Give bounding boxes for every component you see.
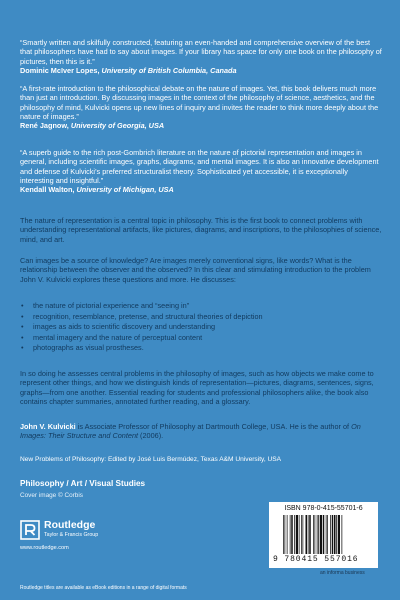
quote-attribution <box>20 121 164 130</box>
description-paragraph-3: In so doing he assesses central problems in the philosophy of images, such as how objects we make come to represent other things, and how we distinguish kinds of representation—pictures, diagrams, sentences, signs, graphs—from one another. Essential reading for students and professional philosophers alike, the book also contains chapter summaries, annotated further reading, and a glossary. <box>20 369 374 406</box>
topic-item: • mental imagery and the nature of perceptual content <box>20 333 382 344</box>
series-line: New Problems of Philosophy: Edited by José Luis Bermúdez, Texas A&M University, USA <box>20 456 282 463</box>
author-bio-text: is Associate Professor of Philosophy at Dartmouth College, USA. He is the author of <box>75 422 352 431</box>
review-quote-2 <box>20 84 382 130</box>
topic-item: • recognition, resemblance, pretense, and structural theories of depiction <box>20 312 382 323</box>
quote-text: “A superb guide to the rich post-Gombrich literature on the nature of pictorial representation and images in general, including scientific images, graphs, diagrams, and mental images. It is also an innovative development and defense of Kulvicki’s preferred structuralist theory. Sophisticated yet accessible, it is exceptionally interesting and insightful.” <box>20 148 379 185</box>
quote-author: Kendall Walton, <box>20 185 75 195</box>
publisher-group: Taylor & Francis Group <box>44 532 99 538</box>
ebook-note: Routledge titles are available as eBook editions in a range of digital formats <box>20 585 187 591</box>
barcode-panel <box>269 502 378 568</box>
publisher-url: www.routledge.com <box>20 545 69 551</box>
description-paragraph-1: The nature of representation is a central topic in philosophy. This is the first book to connect problems with understanding representational artifacts, like pictures, diagrams, and inscriptions, to the philosophies of science, mind, and art. <box>20 216 382 244</box>
routledge-logo-icon <box>20 520 40 540</box>
publisher-name: Routledge <box>44 519 96 531</box>
review-quote-3 <box>20 148 382 194</box>
informa-business-label: an informa business <box>320 570 365 576</box>
barcode-icon <box>282 515 372 554</box>
description-paragraph-2: Can images be a source of knowledge? Are images merely conventional signs, like words? What is the relationship between the observer and the observed? In this clear and stimulating introduction to the problem John V. Kulvicki explores these questions and more. He discusses: <box>20 256 371 284</box>
quote-affiliation: University of Georgia, USA <box>70 121 165 131</box>
subject-categories: Philosophy / Art / Visual Studies <box>20 479 146 488</box>
isbn-label: ISBN 978-0-415-55701-6 <box>284 505 363 512</box>
author-bio <box>20 422 382 441</box>
quote-attribution <box>20 185 174 194</box>
topic-item: • the nature of pictorial experience and “seeing in” <box>20 301 382 312</box>
quote-author: René Jagnow, <box>20 121 69 131</box>
topics-list <box>20 301 382 354</box>
topic-item: • photographs as visual prostheses. <box>20 343 382 354</box>
cover-image-credit: Cover image © Corbis <box>20 492 83 499</box>
quote-author: Dominic McIver Lopes, <box>20 65 100 75</box>
quote-text: “Smartly written and skilfully constructed, featuring an even-handed and comprehensive overview of the best that philosophers have had to say about images. If your library has space for only one book on the philosophy of pictures, then this is it.” <box>20 38 382 66</box>
author-name: John V. Kulvicki <box>20 422 76 431</box>
topic-item: • images as aids to scientific discovery and understanding <box>20 322 382 333</box>
author-book-title: On Images: Their Structure and Content <box>20 422 361 441</box>
ean-number: 9 780415 557016 <box>273 555 359 564</box>
author-bio-text-end: (2006). <box>138 431 164 441</box>
quote-affiliation: University of British Columbia, Canada <box>101 65 237 75</box>
quote-affiliation: University of Michigan, USA <box>76 185 174 195</box>
quote-attribution <box>20 66 237 75</box>
review-quote-1 <box>20 38 382 75</box>
quote-text: “A first-rate introduction to the philosophical debate on the nature of images. Yet, this book delivers much more than just an introduction. By discussing images in the context of the philosophy of science, aesthetics, and the philosophy of mind, Kulvicki opens up new lines of inquiry and invites the reader to think more deeply about the nature of images.” <box>20 84 379 121</box>
